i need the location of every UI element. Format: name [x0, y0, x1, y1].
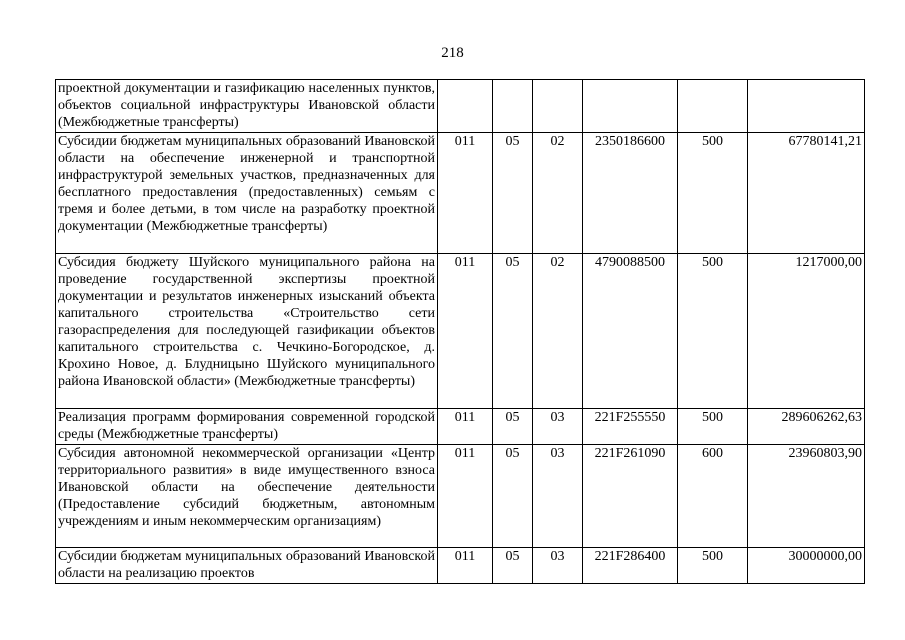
- row-description: Субсидии бюджетам муниципальных образований Ивановской области на обеспечение инженерной и транспортной инфраструктурой земельных участков, предназначенных для бесплатного предоставления (предоставленных) семьям с тремя и более детьми, в том числе на разработку проектной документации (Межбюджетные трансферты): [56, 133, 438, 254]
- section-code: 05: [493, 445, 533, 548]
- row-description: Субсидия бюджету Шуйского муниципального района на проведение государственной экспертизы проектной документации и результатов инженерных изысканий объекта капитального строительства «Строительство сети газораспределения для последующей газификации объектов капитального строительства с. Чечкино-Богородское, д. Крохино Новое, д. Блудницыно Шуйского муниципального района Ивановской области» (Межбюджетные трансферты): [56, 254, 438, 409]
- target-article-code: 4790088500: [583, 254, 678, 409]
- amount: 30000000,00: [748, 548, 865, 584]
- table-row: [56, 133, 865, 254]
- amount: 1217000,00: [748, 254, 865, 409]
- row-description: Субсидии бюджетам муниципальных образований Ивановской области на реализацию проектов: [56, 548, 438, 584]
- amount: 289606262,63: [748, 409, 865, 445]
- ministry-code: [438, 80, 493, 133]
- target-article-code: 221F255550: [583, 409, 678, 445]
- section-code: 05: [493, 254, 533, 409]
- subsection-code: 03: [533, 548, 583, 584]
- expense-type-code: 500: [678, 133, 748, 254]
- amount: 67780141,21: [748, 133, 865, 254]
- row-description: Реализация программ формирования современной городской среды (Межбюджетные трансферты): [56, 409, 438, 445]
- target-article-code: 221F261090: [583, 445, 678, 548]
- subsection-code: 03: [533, 445, 583, 548]
- ministry-code: 011: [438, 548, 493, 584]
- table-row: [56, 409, 865, 445]
- budget-table: [55, 79, 865, 584]
- expense-type-code: 500: [678, 409, 748, 445]
- target-article-code: [583, 80, 678, 133]
- subsection-code: 02: [533, 133, 583, 254]
- ministry-code: 011: [438, 445, 493, 548]
- section-code: 05: [493, 409, 533, 445]
- table-row: [56, 80, 865, 133]
- page-number: 218: [441, 45, 464, 61]
- row-description: Субсидия автономной некоммерческой организации «Центр территориального развития» в виде имущественного взноса Ивановской области на обеспечение деятельности (Предоставление субсидий бюджетным, автономным учреждениям и иным некоммерческим организациям): [56, 445, 438, 548]
- table-row: [56, 254, 865, 409]
- subsection-code: [533, 80, 583, 133]
- amount: 23960803,90: [748, 445, 865, 548]
- target-article-code: 221F286400: [583, 548, 678, 584]
- section-code: 05: [493, 133, 533, 254]
- section-code: 05: [493, 548, 533, 584]
- table-row: [56, 548, 865, 584]
- ministry-code: 011: [438, 409, 493, 445]
- expense-type-code: 600: [678, 445, 748, 548]
- subsection-code: 02: [533, 254, 583, 409]
- ministry-code: 011: [438, 133, 493, 254]
- expense-type-code: 500: [678, 254, 748, 409]
- row-description: проектной документации и газификацию населенных пунктов, объектов социальной инфраструктуры Ивановской области (Межбюджетные трансферты): [56, 80, 438, 133]
- table-row: [56, 445, 865, 548]
- ministry-code: 011: [438, 254, 493, 409]
- expense-type-code: [678, 80, 748, 133]
- expense-type-code: 500: [678, 548, 748, 584]
- target-article-code: 2350186600: [583, 133, 678, 254]
- amount: [748, 80, 865, 133]
- subsection-code: 03: [533, 409, 583, 445]
- section-code: [493, 80, 533, 133]
